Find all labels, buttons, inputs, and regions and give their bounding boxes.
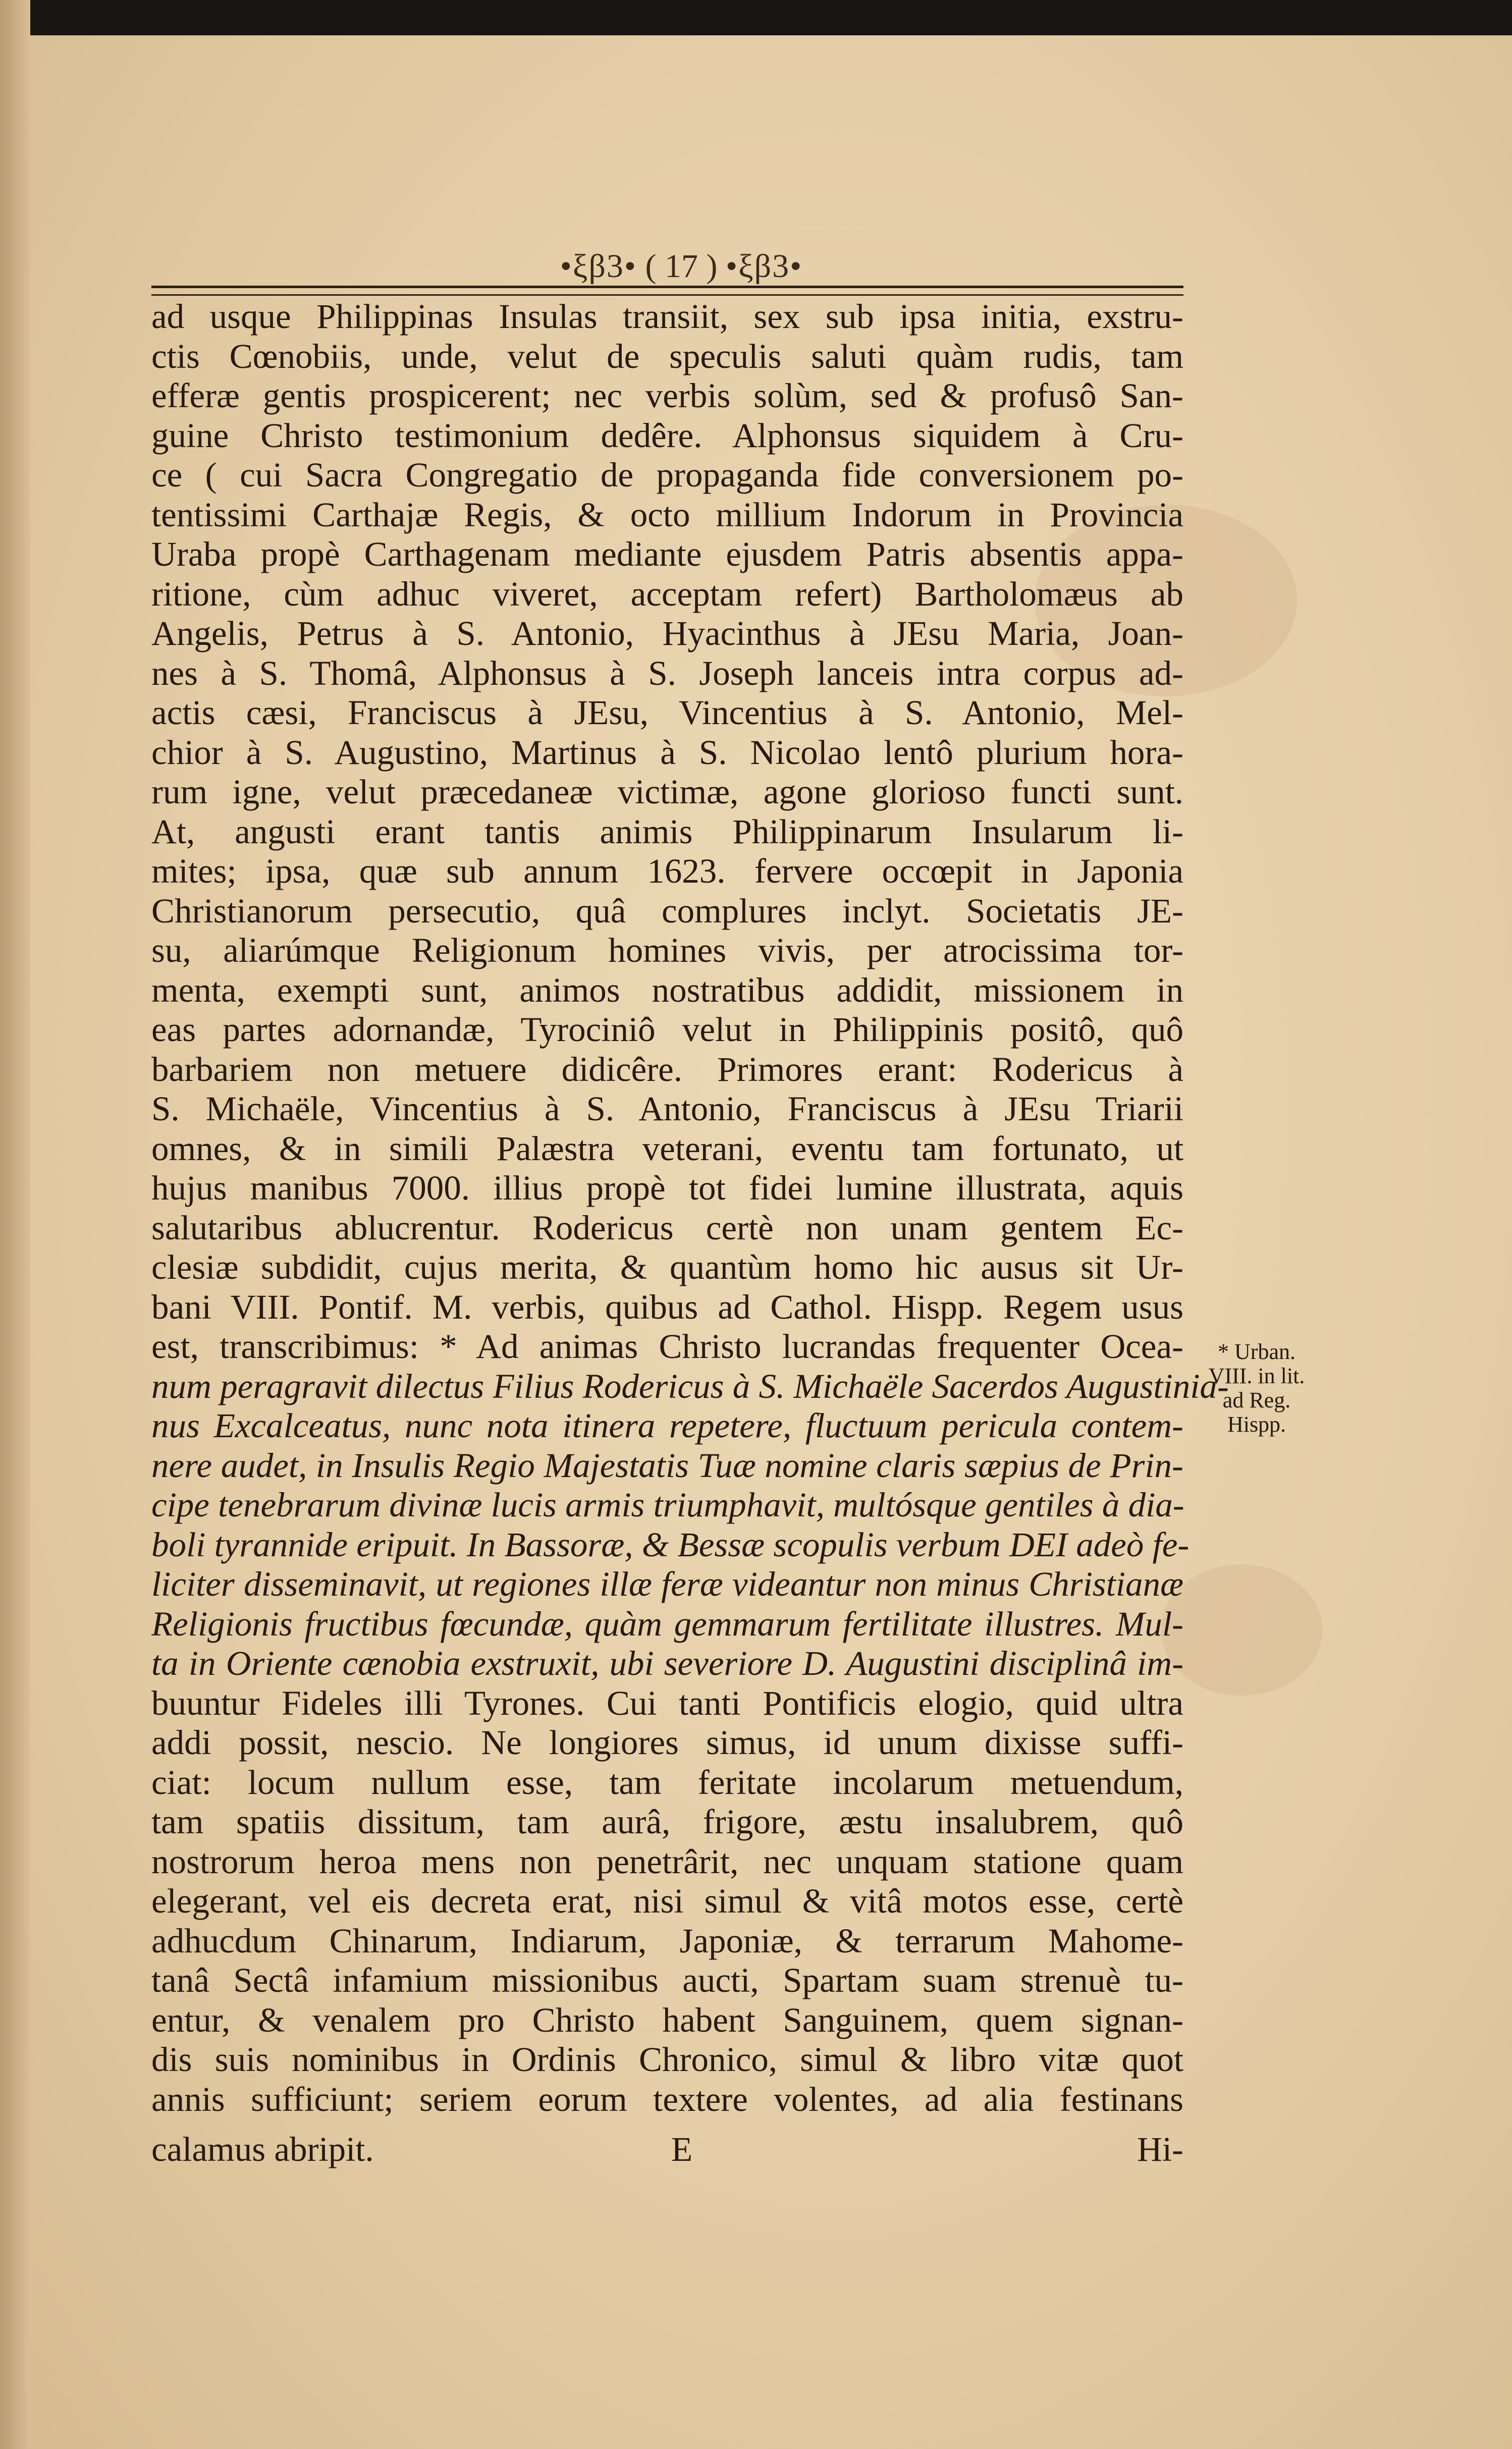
text-line: addi possit, nescio. Ne longiores simus, id unum dixisse suffi- bbox=[151, 1723, 1183, 1762]
text-line: hujus manibus 7000. illius propè tot fidei lumine illustrata, aquis bbox=[151, 1169, 1183, 1207]
text-line: dis suis nominibus in Ordinis Chronico, simul & libro vitæ quot bbox=[151, 2040, 1183, 2079]
body-text bbox=[151, 297, 1229, 2119]
quote-line: num peragravit dilectus Filius Rodericus à S. Michaële Sacerdos Augustinia- bbox=[151, 1367, 1229, 1405]
text-line: Christianorum persecutio, quâ complures inclyt. Societatis JE- bbox=[151, 891, 1183, 930]
text-line: Angelis, Petrus à S. Antonio, Hyacinthus à JEsu Maria, Joan- bbox=[151, 614, 1183, 652]
text-line: guine Christo testimonium dedêre. Alphonsus siquidem à Cru- bbox=[151, 416, 1183, 455]
text-line: adhucdum Chinarum, Indiarum, Japoniæ, & terrarum Mahome- bbox=[151, 1921, 1183, 1960]
text-line: ad usque Philippinas Insulas transiit, sex sub ipsa initia, exstru- bbox=[151, 297, 1183, 336]
text-line: actis cæsi, Franciscus à JEsu, Vincentius à S. Antonio, Mel- bbox=[151, 693, 1183, 732]
text-line: bani VIII. Pontif. M. verbis, quibus ad Cathol. Hispp. Regem usus bbox=[151, 1287, 1183, 1326]
text-line: annis sufficiunt; seriem eorum textere volentes, ad alia festinans bbox=[151, 2080, 1183, 2118]
text-line: tam spatiis dissitum, tam aurâ, frigore, æstu insalubrem, quô bbox=[151, 1803, 1183, 1841]
text-line: rum igne, velut præcedaneæ victimæ, agone glorioso functi sunt. bbox=[151, 773, 1183, 811]
text-line: mites; ipsa, quæ sub annum 1623. fervere occœpit in Japonia bbox=[151, 852, 1183, 890]
margin-note bbox=[1191, 1340, 1322, 1437]
text-line: S. Michaële, Vincentius à S. Antonio, Franciscus à JEsu Triarii bbox=[151, 1090, 1183, 1128]
text-line: nostrorum heroa mens non penetrârit, nec unquam statione quam bbox=[151, 1842, 1183, 1881]
margin-note-line: ad Reg. bbox=[1222, 1388, 1291, 1412]
text-line: eas partes adornandæ, Tyrociniô velut in Philippinis positô, quô bbox=[151, 1010, 1183, 1049]
text-line: entur, & venalem pro Christo habent Sanguinem, quem signan- bbox=[151, 2000, 1183, 2039]
text-line: menta, exempti sunt, animos nostratibus addidit, missionem in bbox=[151, 970, 1183, 1009]
signature-mark: E bbox=[671, 2130, 693, 2168]
text-line: At, angusti erant tantis animis Philippinarum Insularum li- bbox=[151, 812, 1183, 851]
header-ornament-right: •ξβ3• bbox=[725, 248, 803, 285]
quote-line: liciter disseminavit, ut regiones illæ feræ videantur non minus Christianæ bbox=[151, 1565, 1183, 1603]
text-line: elegerant, vel eis decreta erat, nisi simul & vitâ motos esse, certè bbox=[151, 1882, 1183, 1920]
text-line: ritione, cùm adhuc viveret, acceptam refert) Bartholomæus ab bbox=[151, 574, 1183, 613]
last-text-line: calamus abripit. bbox=[151, 2130, 374, 2168]
running-header bbox=[505, 247, 858, 286]
quote-line: ta in Oriente cænobia exstruxit, ubi severiore D. Augustini disciplinâ im- bbox=[151, 1644, 1183, 1682]
text-line: efferæ gentis prospicerent; nec verbis solùm, sed & profusô San- bbox=[151, 376, 1183, 415]
quote-line: nere audet, in Insulis Regio Majestatis Tuæ nomine claris sæpius de Prin- bbox=[151, 1446, 1183, 1485]
text-line: chior à S. Augustino, Martinus à S. Nicolao lentô plurium hora- bbox=[151, 733, 1183, 772]
text-line: nes à S. Thomâ, Alphonsus à S. Joseph lanceis intra corpus ad- bbox=[151, 654, 1183, 692]
text-line: barbariem non metuere didicêre. Primores erant: Rodericus à bbox=[151, 1050, 1183, 1089]
quote-line: boli tyrannide eripuit. In Bassoræ, & Bessæ scopulis verbum DEI adeò fe- bbox=[151, 1525, 1190, 1564]
text-line: buuntur Fideles illi Tyrones. Cui tanti Pontificis elogio, quid ultra bbox=[151, 1683, 1183, 1722]
text-line: ciat: locum nullum esse, tam feritate incolarum metuendum, bbox=[151, 1763, 1183, 1802]
text-line: ce ( cui Sacra Congregatio de propaganda fide conversionem po- bbox=[151, 456, 1183, 494]
page-number: ( 17 ) bbox=[645, 248, 718, 285]
margin-note-line: VIII. in lit. bbox=[1208, 1364, 1305, 1388]
text-line: ctis Cœnobiis, unde, velut de speculis saluti quàm rudis, tam bbox=[151, 337, 1183, 375]
scan-border bbox=[0, 0, 1512, 35]
paper-stain bbox=[1161, 1564, 1322, 1696]
page-footer bbox=[151, 2130, 1183, 2170]
quote-line: nus Excalceatus, nunc nota itinera repetere, fluctuum pericula contem- bbox=[151, 1406, 1183, 1445]
text-line: su, aliarúmque Religionum homines vivis, per atrocissima tor- bbox=[151, 931, 1183, 969]
text-line: est, transcribimus: * Ad animas Christo lucrandas frequenter Ocea- bbox=[151, 1327, 1183, 1366]
margin-note-line: * Urban. bbox=[1218, 1339, 1295, 1364]
text-line: omnes, & in simili Palæstra veterani, eventu tam fortunato, ut bbox=[151, 1129, 1183, 1168]
text-line: clesiæ subdidit, cujus merita, & quantùm homo hic ausus sit Ur- bbox=[151, 1248, 1183, 1286]
margin-note-line: Hispp. bbox=[1227, 1412, 1286, 1437]
quote-line: cipe tenebrarum divinæ lucis armis triumphavit, multósque gentiles à dia- bbox=[151, 1486, 1184, 1524]
text-line: salutaribus ablucrentur. Rodericus certè non unam gentem Ec- bbox=[151, 1208, 1183, 1247]
header-ornament-left: •ξβ3• bbox=[560, 248, 637, 285]
text-line: tentissimi Carthajæ Regis, & octo millium Indorum in Provincia bbox=[151, 495, 1183, 534]
text-line: tanâ Sectâ infamium missionibus aucti, Spartam suam strenuè tu- bbox=[151, 1961, 1183, 1999]
catchword: Hi- bbox=[1137, 2130, 1183, 2168]
text-line: Uraba propè Carthagenam mediante ejusdem Patris absentis appa- bbox=[151, 535, 1183, 573]
header-rule bbox=[151, 286, 1183, 296]
quote-line: Religionis fructibus fœcundæ, quàm gemmarum fertilitate illustres. Mul- bbox=[151, 1604, 1183, 1643]
page-gutter bbox=[0, 0, 30, 2449]
